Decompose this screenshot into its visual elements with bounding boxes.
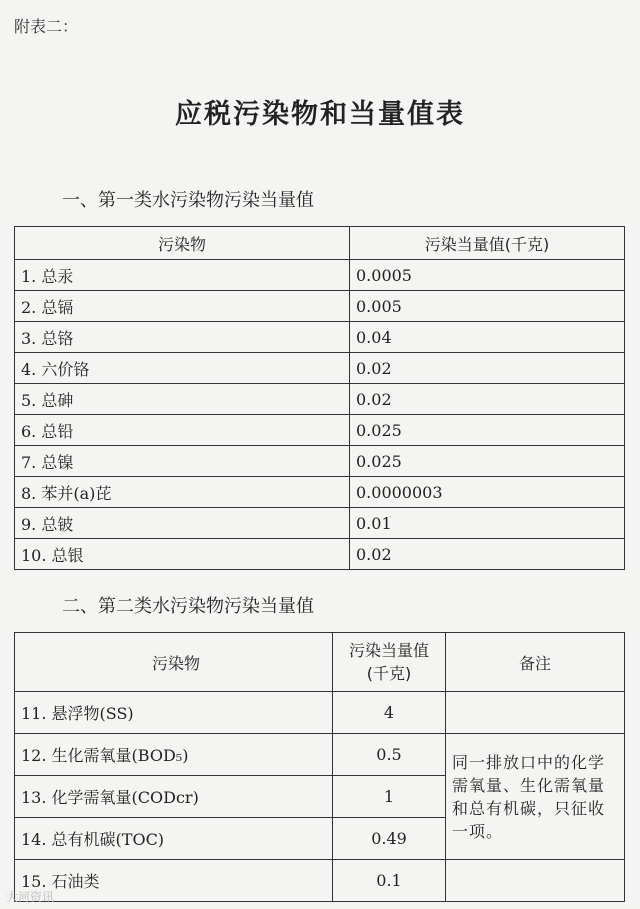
- table-row: [15, 415, 625, 446]
- pollutant-name-cell: 6. 总铅: [15, 415, 350, 446]
- equivalent-value-cell: 0.5: [333, 734, 446, 776]
- water-pollutant-class2-table: [14, 632, 625, 902]
- appendix-label: 附表二：: [14, 17, 79, 36]
- table-row: [15, 508, 625, 539]
- pollutant-name-cell: 4. 六价铬: [15, 353, 350, 384]
- table-row: [15, 291, 625, 322]
- table-row: [15, 692, 625, 734]
- water-pollutant-class1-table: [14, 226, 625, 570]
- equivalent-value-cell: 0.01: [350, 508, 625, 539]
- remark-cell: [446, 860, 625, 902]
- equivalent-value-cell: 0.02: [350, 353, 625, 384]
- equivalent-value-cell: 0.1: [333, 860, 446, 902]
- equivalent-value-cell: 0.02: [350, 539, 625, 570]
- column-header-pollutant: 污染物: [15, 633, 333, 692]
- column-header-equivalent: 污染当量值(千克): [350, 227, 625, 260]
- table-row: [15, 322, 625, 353]
- pollutant-name-cell: 7. 总镍: [15, 446, 350, 477]
- column-header-pollutant: 污染物: [15, 227, 350, 260]
- pollutant-name-cell: 13. 化学需氧量(CODcr): [15, 776, 333, 818]
- table-header-row: [15, 227, 625, 260]
- pollutant-name-cell: 9. 总铍: [15, 508, 350, 539]
- equivalent-value-cell: 0.0005: [350, 260, 625, 291]
- section1-heading: 一、第一类水污染物污染当量值: [62, 190, 314, 211]
- pollutant-name-cell: 1. 总汞: [15, 260, 350, 291]
- equivalent-value-cell: 0.025: [350, 415, 625, 446]
- table-row: [15, 384, 625, 415]
- source-watermark: 大河资讯: [6, 890, 55, 904]
- column-header-remark: 备注: [446, 633, 625, 692]
- pollutant-name-cell: 14. 总有机碳(TOC): [15, 818, 333, 860]
- pollutant-name-cell: 2. 总镉: [15, 291, 350, 322]
- table-row: [15, 446, 625, 477]
- table-row: [15, 539, 625, 570]
- pollutant-name-cell: 8. 苯并(a)芘: [15, 477, 350, 508]
- pollutant-name-cell: 15. 石油类: [15, 860, 333, 902]
- section2-heading: 二、第二类水污染物污染当量值: [62, 596, 314, 617]
- table-row: [15, 353, 625, 384]
- equivalent-value-cell: 0.005: [350, 291, 625, 322]
- table-header-row: [15, 633, 625, 692]
- equivalent-value-cell: 4: [333, 692, 446, 734]
- pollutant-name-cell: 5. 总砷: [15, 384, 350, 415]
- table-row: [15, 734, 625, 776]
- pollutant-name-cell: 10. 总银: [15, 539, 350, 570]
- equivalent-value-cell: 1: [333, 776, 446, 818]
- equivalent-value-cell: 0.04: [350, 322, 625, 353]
- equivalent-value-cell: 0.49: [333, 818, 446, 860]
- pollutant-name-cell: 12. 生化需氧量(BOD₅): [15, 734, 333, 776]
- page-title: 应税污染物和当量值表: [175, 99, 465, 130]
- table-row: [15, 860, 625, 902]
- equivalent-value-cell: 0.0000003: [350, 477, 625, 508]
- equivalent-value-cell: 0.025: [350, 446, 625, 477]
- equivalent-value-cell: 0.02: [350, 384, 625, 415]
- pollutant-name-cell: 3. 总铬: [15, 322, 350, 353]
- remark-note-cell: 同一排放口中的化学需氧量、生化需氧量和总有机碳，只征收一项。: [446, 734, 625, 860]
- column-header-equivalent: 污染当量值 (千克): [333, 633, 446, 692]
- table-row: [15, 260, 625, 291]
- remark-cell: [446, 692, 625, 734]
- pollutant-name-cell: 11. 悬浮物(SS): [15, 692, 333, 734]
- table-row: [15, 477, 625, 508]
